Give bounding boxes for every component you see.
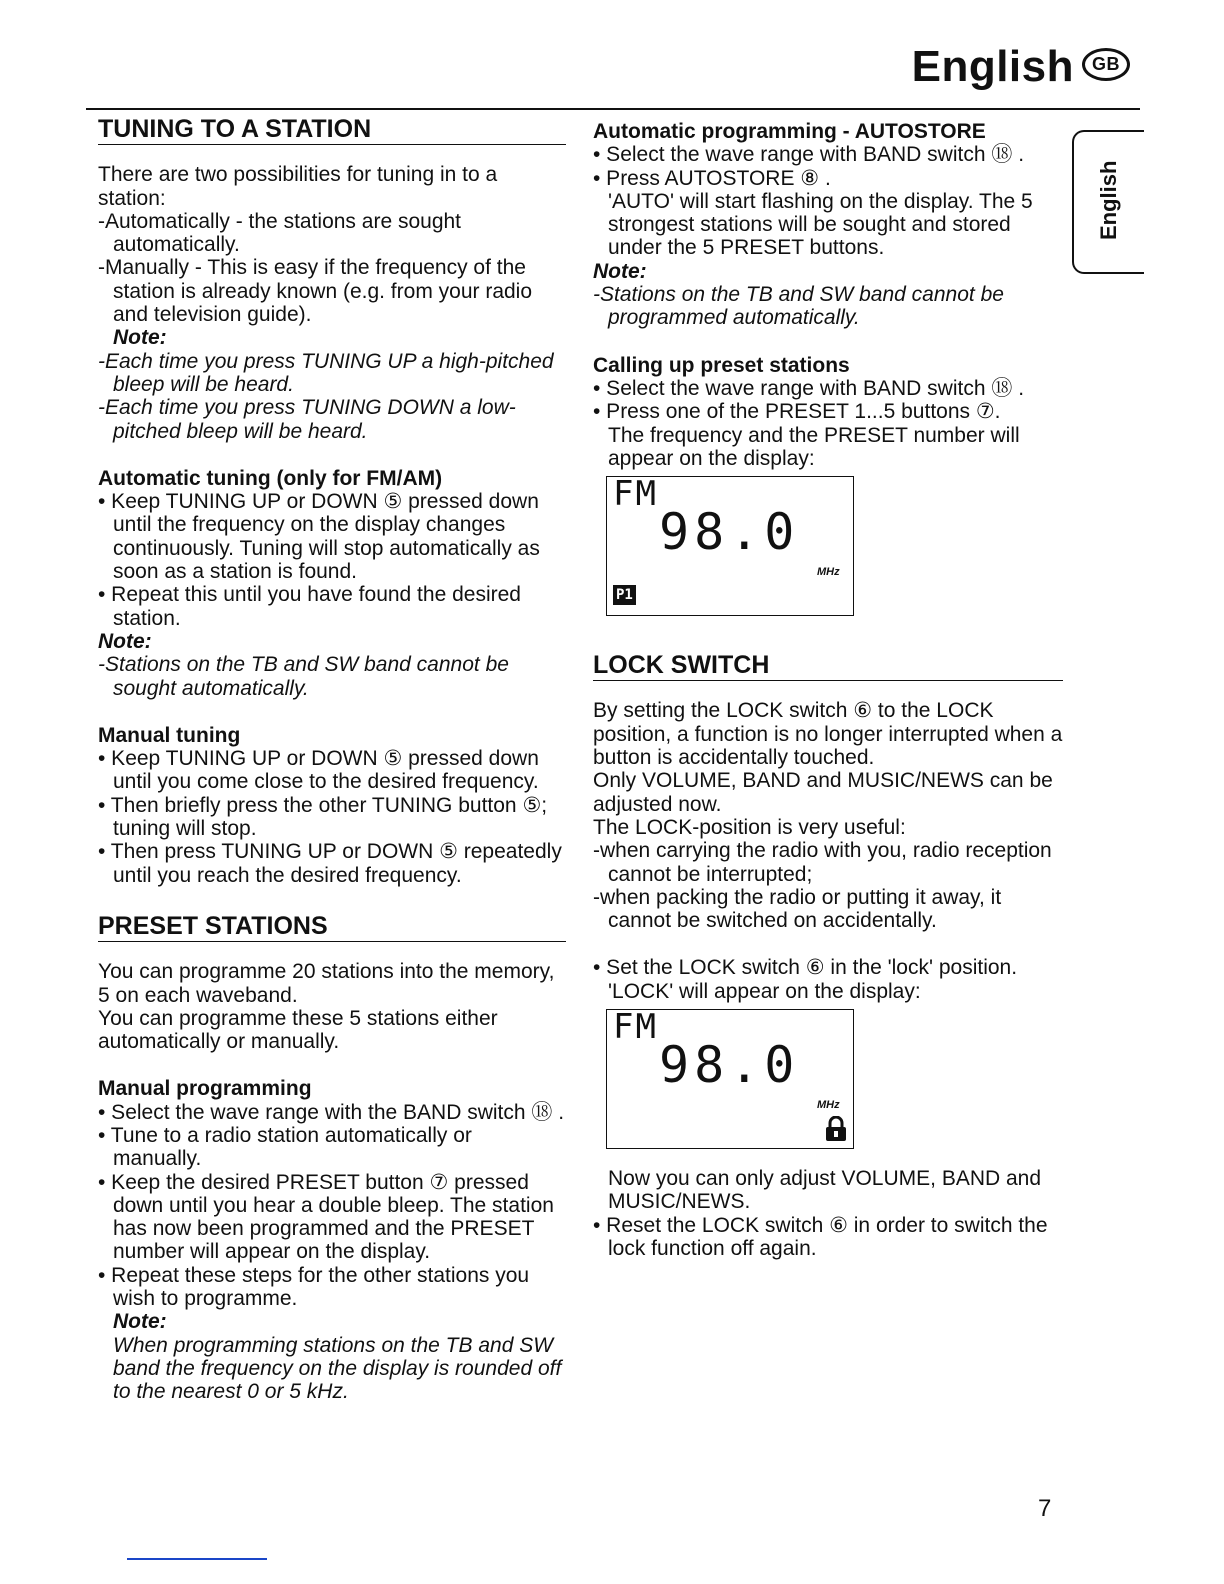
side-language-tab bbox=[1072, 130, 1144, 274]
tuning-title: TUNING TO A STATION bbox=[98, 118, 566, 145]
note-label: Note: bbox=[98, 629, 152, 653]
lock-dash-item: -when carrying the radio with you, radio reception cannot be interrupted; bbox=[593, 839, 1052, 886]
calling-up-item: • Select the wave range with BAND switch ⑱ . bbox=[593, 376, 1025, 400]
right-column bbox=[593, 120, 1063, 1260]
manual-programming-item: • Select the wave range with the BAND switch ⑱ . bbox=[98, 1100, 565, 1124]
lcd-band: FM bbox=[613, 1007, 658, 1048]
calling-up-item: • Press one of the PRESET 1...5 buttons ⑦. bbox=[593, 400, 1001, 424]
lcd-display-lock bbox=[606, 1009, 854, 1149]
lock-paragraph: Only VOLUME, BAND and MUSIC/NEWS can be adjusted now. bbox=[593, 769, 1053, 816]
manual-tuning-item: • Keep TUNING UP or DOWN ⑤ pressed down until you come close to the desired frequency. bbox=[98, 747, 539, 794]
lock-paragraph: The LOCK-position is very useful: bbox=[593, 815, 906, 839]
autostore-item: • Press AUTOSTORE ⑧ . bbox=[593, 166, 831, 190]
lcd-band: FM bbox=[613, 474, 658, 515]
lcd-frequency: 98.0 bbox=[659, 503, 800, 562]
lcd-unit: MHz bbox=[817, 566, 840, 579]
page-header bbox=[912, 42, 1130, 92]
manual-programming-item: • Keep the desired PRESET button ⑦ pressed down until you hear a double bleep. The station has now been programmed and the PRESET number will appear on the display. bbox=[98, 1170, 554, 1264]
tuning-note: -Each time you press TUNING UP a high-pitched bleep will be heard. bbox=[98, 349, 554, 396]
note-label: Note: bbox=[113, 326, 167, 350]
page-number: 7 bbox=[1038, 1495, 1052, 1522]
tuning-intro: There are two possibilities for tuning in to a station: bbox=[98, 163, 498, 210]
auto-tuning-item: • Keep TUNING UP or DOWN ⑤ pressed down until the frequency on the display changes continuously. Tuning will stop automatically as soon as a station is found. bbox=[98, 490, 540, 584]
preset-paragraph: You can programme 20 stations into the memory, 5 on each waveband. bbox=[98, 960, 555, 1007]
manual-tuning-item: • Then press TUNING UP or DOWN ⑤ repeatedly until you reach the desired frequency. bbox=[98, 840, 562, 887]
preset-paragraph: You can programme these 5 stations either automatically or manually. bbox=[98, 1006, 498, 1054]
manual-programming-note: When programming stations on the TB and SW band the frequency on the display is rounded off to the nearest 0 or 5 kHz. bbox=[113, 1333, 562, 1404]
left-column bbox=[98, 115, 566, 1404]
manual-programming-title: Manual programming bbox=[98, 1077, 312, 1101]
lock-dash-item: -when packing the radio or putting it away, it cannot be switched on accidentally. bbox=[593, 885, 1002, 933]
calling-up-follow: The frequency and the PRESET number will appear on the display: bbox=[608, 423, 1020, 470]
lcd-display-preset bbox=[606, 476, 854, 616]
lock-set-follow: 'LOCK' will appear on the display: bbox=[608, 979, 921, 1003]
manual-programming-item: • Tune to a radio station automatically or manually. bbox=[98, 1123, 472, 1171]
lock-paragraph: By setting the LOCK switch ⑥ to the LOCK position, a function is no longer interrupted when a button is accidentally touched. bbox=[593, 699, 1063, 770]
autostore-item: • Select the wave range with BAND switch ⑱ . bbox=[593, 143, 1025, 167]
preset-title: PRESET STATIONS bbox=[98, 915, 566, 942]
bottom-rule bbox=[127, 1558, 267, 1560]
header-title: English bbox=[911, 42, 1074, 91]
tuning-item: -Manually - This is easy if the frequency of the station is already known (e.g. from your radio and television guide). bbox=[98, 256, 533, 327]
lock-reset-item: • Reset the LOCK switch ⑥ in order to switch the lock function off again. bbox=[593, 1213, 1048, 1260]
gb-badge: GB bbox=[1082, 48, 1130, 81]
tuning-note: -Each time you press TUNING DOWN a low-pitched bleep will be heard. bbox=[98, 396, 516, 443]
autostore-title: Automatic programming - AUTOSTORE bbox=[593, 120, 986, 143]
manual-tuning-title: Manual tuning bbox=[98, 723, 241, 747]
header-rule bbox=[86, 108, 1140, 110]
autostore-follow: 'AUTO' will start flashing on the display. The 5 strongest stations will be sought and stored under the 5 PRESET buttons. bbox=[608, 189, 1033, 260]
side-tab-label: English bbox=[1096, 160, 1121, 240]
lcd-frequency: 98.0 bbox=[659, 1036, 800, 1095]
manual-programming-item: • Repeat these steps for the other stations you wish to programme. bbox=[98, 1263, 530, 1311]
note-label: Note: bbox=[113, 1310, 167, 1334]
lock-icon bbox=[825, 1116, 847, 1142]
lcd-unit: MHz bbox=[817, 1099, 840, 1112]
autostore-note: -Stations on the TB and SW band cannot be programmed automatically. bbox=[593, 283, 1004, 330]
auto-tuning-item: • Repeat this until you have found the desired station. bbox=[98, 583, 521, 630]
lock-set-item: • Set the LOCK switch ⑥ in the 'lock' position. bbox=[593, 956, 1018, 980]
note-label: Note: bbox=[593, 259, 647, 283]
calling-up-title: Calling up preset stations bbox=[593, 353, 850, 377]
manual-tuning-item: • Then briefly press the other TUNING button ⑤; tuning will stop. bbox=[98, 793, 548, 841]
lock-switch-title: LOCK SWITCH bbox=[593, 654, 1063, 681]
lcd-preset-number: P1 bbox=[613, 585, 636, 605]
tuning-item: -Automatically - the stations are sought automatically. bbox=[98, 209, 462, 257]
auto-tuning-title: Automatic tuning (only for FM/AM) bbox=[98, 466, 443, 490]
auto-tuning-note: -Stations on the TB and SW band cannot be sought automatically. bbox=[98, 653, 509, 700]
lock-after: Now you can only adjust VOLUME, BAND and MUSIC/NEWS. bbox=[608, 1167, 1042, 1214]
